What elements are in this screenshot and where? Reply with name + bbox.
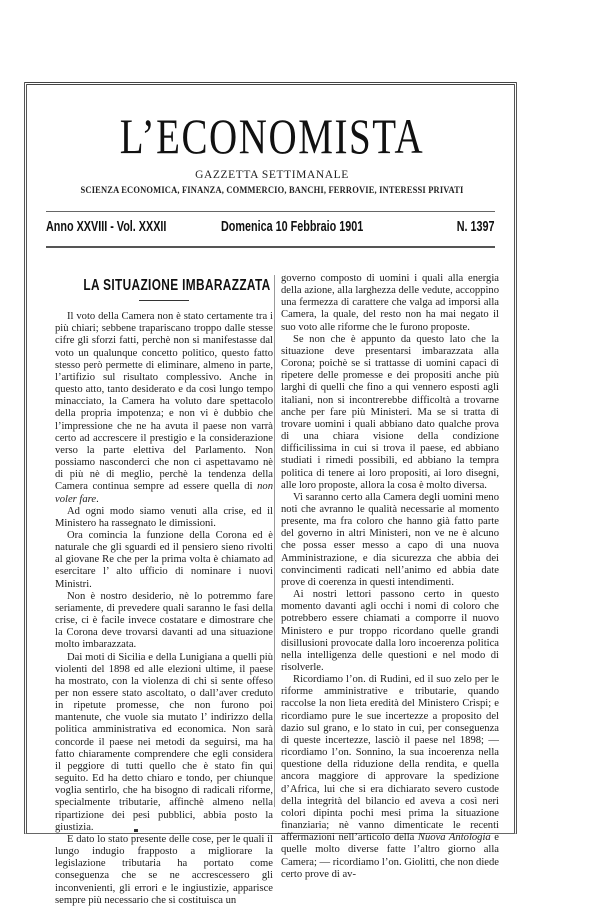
bottom-rule-mark (134, 829, 138, 832)
issue-number: N. 1397 (457, 218, 495, 235)
issue-volume: Anno XXVIII - Vol. XXXII (46, 218, 167, 235)
paragraph: Il voto della Camera non è stato certamente tra i più chiari; sebbene trapariscano troppo dalle stesse cifre gli sforzi fatti, perchè non si manifestasse dal voto un qualunque concetto politico, questo fatto stesso però permette di eliminare, almeno in parte, l’artifizio sul risultato complessivo. Anche in questo atto, tanto desiderato e da così lungo tempo minacciato, la Camera ha voluto dare spettacolo della propria impotenza; e non vi è dubbio che l’impressione che ne ha avuta il paese non varrà certo ad accrescere il prestigio e la considerazione verso la parte elettiva del Parlamento. Non possiamo nasconderci che non ci aspettavamo nè di più nè di meglio, perchè la tendenza della Camera continua sempre ad essere quella di non voler fare. (55, 311, 273, 505)
paragraph: Ora comincia la funzione della Corona ed è naturale che gli sguardi ed il pensiero sieno rivolti al giovane Re che per la prima volta è chiamato ad esercitare l’ alto ufficio di nominare i nuovi Ministri. (55, 529, 273, 590)
newspaper-subtitle: GAZZETTA SETTIMANALE (195, 169, 349, 181)
newspaper-title: L’ECONOMISTA (119, 108, 425, 164)
paragraph: Ad ogni modo siamo venuti alla crise, ed il Ministero ha rassegnato le dimissioni. (55, 505, 273, 529)
article-right-column (281, 273, 499, 881)
paragraph: Ricordiamo l’on. di Rudinì, ed il suo zelo per le riforme amministrative e tributarie, quando raccolse la non lieta eredità del Ministero Crispi; e ricordiamo pure le sue incertezze a proposito del dazio sul grano, e lo stato in cui, per conseguenza di queste incertezze, lasciò il paese nel 1898; — ricordiamo l’on. Sonnino, la sua incoerenza nella questione della riduzione della rendita, e quella ancora maggiore di approvare la spedizione d’Africa, lui che si era dichiarato severo custode della integrità del bilancio ed aveva a così neri colori dipinta pochi mesi prima la situazione finanziaria; nè vanno dimenticate le recenti affermazioni nell’articolo della Nuova Antologia e quelle molto diverse fatte l’altro giorno alla Camera; — ricordiamo l’on. Giolitti, che non diede certo prove di av- (281, 674, 499, 880)
title-rule (139, 300, 189, 301)
paragraph: E dato lo stato presente delle cose, per le quali il lungo indugio frapposto a migliorare la legislazione tributaria ha portato come conseguenza che se ne accrescessero gli inconvenienti, gli errori e le ingiustizie, apparisce sempre più necessario che si costituisca un (55, 833, 273, 906)
paragraph: Dai moti di Sicilia e della Lunigiana a quelli più violenti del 1898 ed alle elezioni ultime, il paese ha mostrato, con la violenza di chi si sente offeso per non essere stato ascoltato, o dall’aver creduto in ripetute promesse, che non furono poi mantenute, che vuole sia mutato l’ indirizzo della politica amministrativa ed economica. Non sarà concorde il paese nei metodi da seguirsi, ma ha fatto chiaramente comprendere che egli considera il peggiore di tutti quello che è stato fin qui seguito. Ed ha detto chiaro e tondo, per chiunque voglia sentirlo, che ha bisogno di radicali riforme, specialmente tributarie, affinchè almeno nella ripartizione dei pesi pubblici, abbia posto la giustizia. (55, 651, 273, 833)
issue-date: Domenica 10 Febbraio 1901 (221, 218, 364, 235)
article-left-column (55, 272, 273, 907)
paragraph: Non è nostro desiderio, nè lo potremmo fare seriamente, di prevedere quali saranno le fasi della crise, ci è facile invece costatare e dimostrare che la Corona deve trovarsi davanti ad una situazione molto imbarazzata. (55, 590, 273, 651)
paragraph: Se non che è appunto da questo lato che la situazione deve presentarsi imbarazzata alla Corona; poichè se si trattasse di uomini capaci di ripetere delle promesse e dei propositi anche più larghi di quelli che fino a qui vennero esposti agli italiani, non si incontrerebbe difficoltà a trovarne anche per fare più Ministeri. Ma se si tratta di trovare uomini i quali abbiano dato qualche prova di una chiara visione della condizione difficilissima in cui si trova il paese, ed abbiano studiati i rimedi possibili, ed abbiano la tempra politica di tenere ai loro propositi, ai loro disegni, alle loro proposte, allora la cosa è molto diversa. (281, 333, 499, 491)
issue-bar (46, 218, 495, 238)
paragraph: Vi saranno certo alla Camera degli uomini meno noti che avranno le qualità necessarie al momento presente, ma fra coloro che hanno già fatto parte del governo in altri Ministeri, non ve ne è alcuno che possa esser messo a capo di una nuova Amministrazione, e dia sicurezza che abbia dei convincimenti radicati nell’animo ed abbia date prove di coerenza in questi intendimenti. (281, 491, 499, 588)
article-title: LA SITUAZIONE IMBARAZZATA (83, 277, 271, 294)
masthead-rule-bottom (46, 246, 495, 248)
newspaper-tagline: SCIENZA ECONOMICA, FINANZA, COMMERCIO, BANCHI, FERROVIE, INTERESSI PRIVATI (80, 185, 464, 195)
paragraph: governo composto di uomini i quali alla energia della azione, alla larghezza delle vedute, accoppino una fermezza di carattere che valga ad imporsi alla Camera, la quale, del resto non ha mai negato il suo voto alle riforme che le furono proposte. (281, 273, 499, 333)
column-divider (274, 275, 275, 807)
masthead-rule-top (46, 211, 495, 212)
masthead (24, 110, 520, 195)
paragraph: Ai nostri lettori passono certo in questo momento davanti agli occhi i nomi di coloro che potrebbero essere chiamati a comporre il nuovo Ministero e pur troppo ricordano quelle grandi disillusioni provocate dalla loro incoerenza politica nella intelligenza delle questioni e nel modo di risolverle. (281, 589, 499, 673)
